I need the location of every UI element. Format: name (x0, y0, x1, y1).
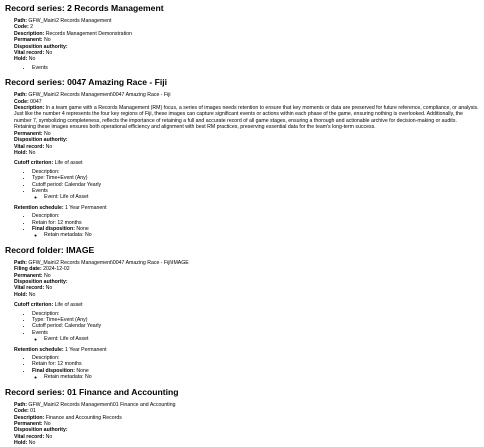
section-heading: Record series: 2 Records Management (5, 3, 164, 13)
cutoff-description: • Description: (32, 311, 480, 317)
retention-list (14, 213, 480, 239)
permanent-row: Permanent: No (14, 272, 51, 279)
permanent-value: No (44, 37, 51, 44)
code-value: 01 (30, 408, 36, 415)
code-row: Code: 0047 (14, 98, 42, 105)
retention-retain-for: • Retain for: 12 months (32, 220, 480, 226)
section-heading: Record series: 0047 Amazing Race - Fiji (5, 77, 168, 88)
hold-row: Hold: No (14, 149, 36, 156)
permanent-row: Permanent: No (14, 37, 51, 44)
record-series-amazing-race-fiji (5, 77, 480, 239)
events-list (14, 65, 480, 71)
code-value: 0047 (30, 98, 42, 105)
vital-record-value: No (45, 285, 53, 292)
record-series-finance-accounting (5, 387, 480, 447)
description-value: Records Management Demonstration (45, 30, 132, 37)
disposition-authority-row: Disposition authority: (14, 43, 68, 50)
description-value: In a team game with a Records Management (RM) focus, a series of images needs retention to ensure that key moments or data are preserved for future reference, compliance, or analysis. Just like the number 4 represents the four key regions of Fiji, these images can capture significant events or actions within each phase of the game, ensuring nothing is overlooked. Additionally, the number 7, symbolizing completeness, reflects the importance of retaining a full and accurate record of all game stages, ensuring a thorough and actionable archive for decision-making or audits. Retaining these images ensures both operational efficiency and alignment with best RM practices, preserving essential data for the team's long-term success. (14, 105, 479, 131)
path-value: GFW_Main\2 Records Management\0047 Amazing Race - Fiji\IMAGE (28, 259, 189, 266)
retention-schedule-row: Retention schedule: 1 Year Permanent (14, 204, 107, 211)
description-row: Description: Records Management Demonstration (14, 30, 132, 37)
hold-value: No (28, 56, 36, 63)
hold-value: No (28, 149, 36, 156)
vital-record-row: Vital record: No (14, 285, 53, 292)
section-heading: Record folder: IMAGE (5, 244, 95, 255)
path-value: GFW_Main\2 Records Management (28, 18, 112, 24)
code-value: 2 (30, 24, 34, 31)
section-details (14, 260, 480, 381)
code-row: Code: 2 (14, 24, 34, 31)
cutoff-criterion-value: Life of asset (54, 302, 83, 309)
description-row: Description: Finance and Accounting Records (14, 414, 122, 421)
vital-record-row: Vital record: No (14, 143, 53, 150)
cutoff-events: • Events ◦ Event: Life of Asset (32, 330, 480, 343)
cutoff-type: • Type: Time+Event (Any) (32, 317, 480, 323)
filing-date-value: 2024-12-02 (43, 266, 70, 273)
filing-date-row: Filing date: 2024-12-02 (14, 266, 70, 273)
permanent-value: No (44, 130, 51, 137)
cutoff-criterion-row: Cutoff criterion: Life of asset (14, 302, 83, 309)
retention-schedule-row: Retention schedule: 1 Year Permanent (14, 346, 107, 353)
section-details (14, 92, 480, 239)
record-series-records-management (5, 3, 480, 71)
final-disposition-sublist (32, 374, 480, 380)
retention-schedule-value: 1 Year Permanent (65, 346, 107, 353)
permanent-row: Permanent: No (14, 130, 51, 137)
retention-schedule-value: 1 Year Permanent (65, 204, 107, 211)
disposition-authority-row: Disposition authority: (14, 279, 68, 285)
permanent-value: No (44, 420, 51, 427)
description-value: Finance and Accounting Records (45, 414, 122, 421)
retention-description: • Description: (32, 213, 480, 219)
retention-retain-for: • Retain for: 12 months (32, 361, 480, 367)
retention-list (14, 355, 480, 381)
section-details (14, 402, 480, 447)
cutoff-period: • Cutoff period: Calendar Yearly (32, 182, 480, 188)
path-row: Path: GFW_Main\2 Records Management\01 Finance and Accounting (14, 401, 176, 408)
final-disposition-sublist (32, 232, 480, 238)
section-details (14, 18, 480, 71)
cutoff-criterion-row: Cutoff criterion: Life of asset (14, 160, 83, 167)
permanent-value: No (44, 272, 51, 279)
retention-final-disposition: • Final disposition: None ◦ Retain metadata: No (32, 226, 480, 239)
retain-metadata-item: ◦ Retain metadata: No (44, 232, 480, 238)
cutoff-criterion-value: Life of asset (54, 160, 83, 167)
event-item: ◦ Event: Life of Asset (44, 194, 480, 200)
description-row: Description: In a team game with a Records Management (RM) focus, a series of images needs retention to ensure that key moments or data are preserved for future reference, compliance, or analysis. Just like the number 4 represents the four key regions of Fiji, these images can capture significant events or actions within each phase of the game, ensuring nothing is overlooked. Additionally, the number 7, symbolizing completeness, reflects the importance of retaining a full and accurate record of all game stages, ensuring a thorough and actionable archive for decision-making or audits. Retaining these images ensures both operational efficiency and alignment with best RM practices, preserving essential data for the team's long-term success. (14, 105, 479, 131)
disposition-authority-row: Disposition authority: (14, 137, 68, 144)
hold-value: No (28, 291, 36, 298)
path-value: GFW_Main\2 Records Management\01 Finance and Accounting (28, 401, 176, 408)
cutoff-description: • Description: (32, 169, 480, 175)
vital-record-value: No (45, 433, 53, 440)
hold-row: Hold: No (14, 291, 36, 298)
vital-record-value: No (45, 143, 53, 150)
path-value: GFW_Main\2 Records Management\0047 Amazing Race - Fiji (28, 92, 171, 99)
cutoff-events: • Events ◦ Event: Life of Asset (32, 188, 480, 201)
cutoff-list (14, 169, 480, 201)
retention-final-disposition: • Final disposition: None ◦ Retain metadata: No (32, 368, 480, 381)
events-item: • Events (32, 65, 480, 71)
vital-record-row: Vital record: No (14, 50, 53, 57)
cutoff-period: • Cutoff period: Calendar Yearly (32, 323, 480, 329)
path-row: Path: GFW_Main\2 Records Management (14, 18, 112, 24)
cutoff-list (14, 311, 480, 343)
vital-record-value: No (45, 50, 53, 57)
hold-value: No (28, 440, 36, 447)
vital-record-row: Vital record: No (14, 433, 53, 440)
section-heading: Record series: 01 Finance and Accounting (5, 386, 179, 397)
retention-description: • Description: (32, 355, 480, 361)
hold-row: Hold: No (14, 56, 36, 63)
event-item: ◦ Event: Life of Asset (44, 336, 480, 342)
path-row: Path: GFW_Main\2 Records Management\0047 Amazing Race - Fiji (14, 92, 171, 99)
retain-metadata-item: ◦ Retain metadata: No (44, 374, 480, 380)
hold-row: Hold: No (14, 440, 36, 447)
cutoff-type: • Type: Time+Event (Any) (32, 175, 480, 181)
permanent-row: Permanent: No (14, 420, 51, 427)
path-row: Path: GFW_Main\2 Records Management\0047 Amazing Race - Fiji\IMAGE (14, 259, 189, 266)
record-folder-image (5, 245, 480, 381)
disposition-authority-row: Disposition authority: (14, 427, 68, 434)
code-row: Code: 01 (14, 408, 36, 415)
